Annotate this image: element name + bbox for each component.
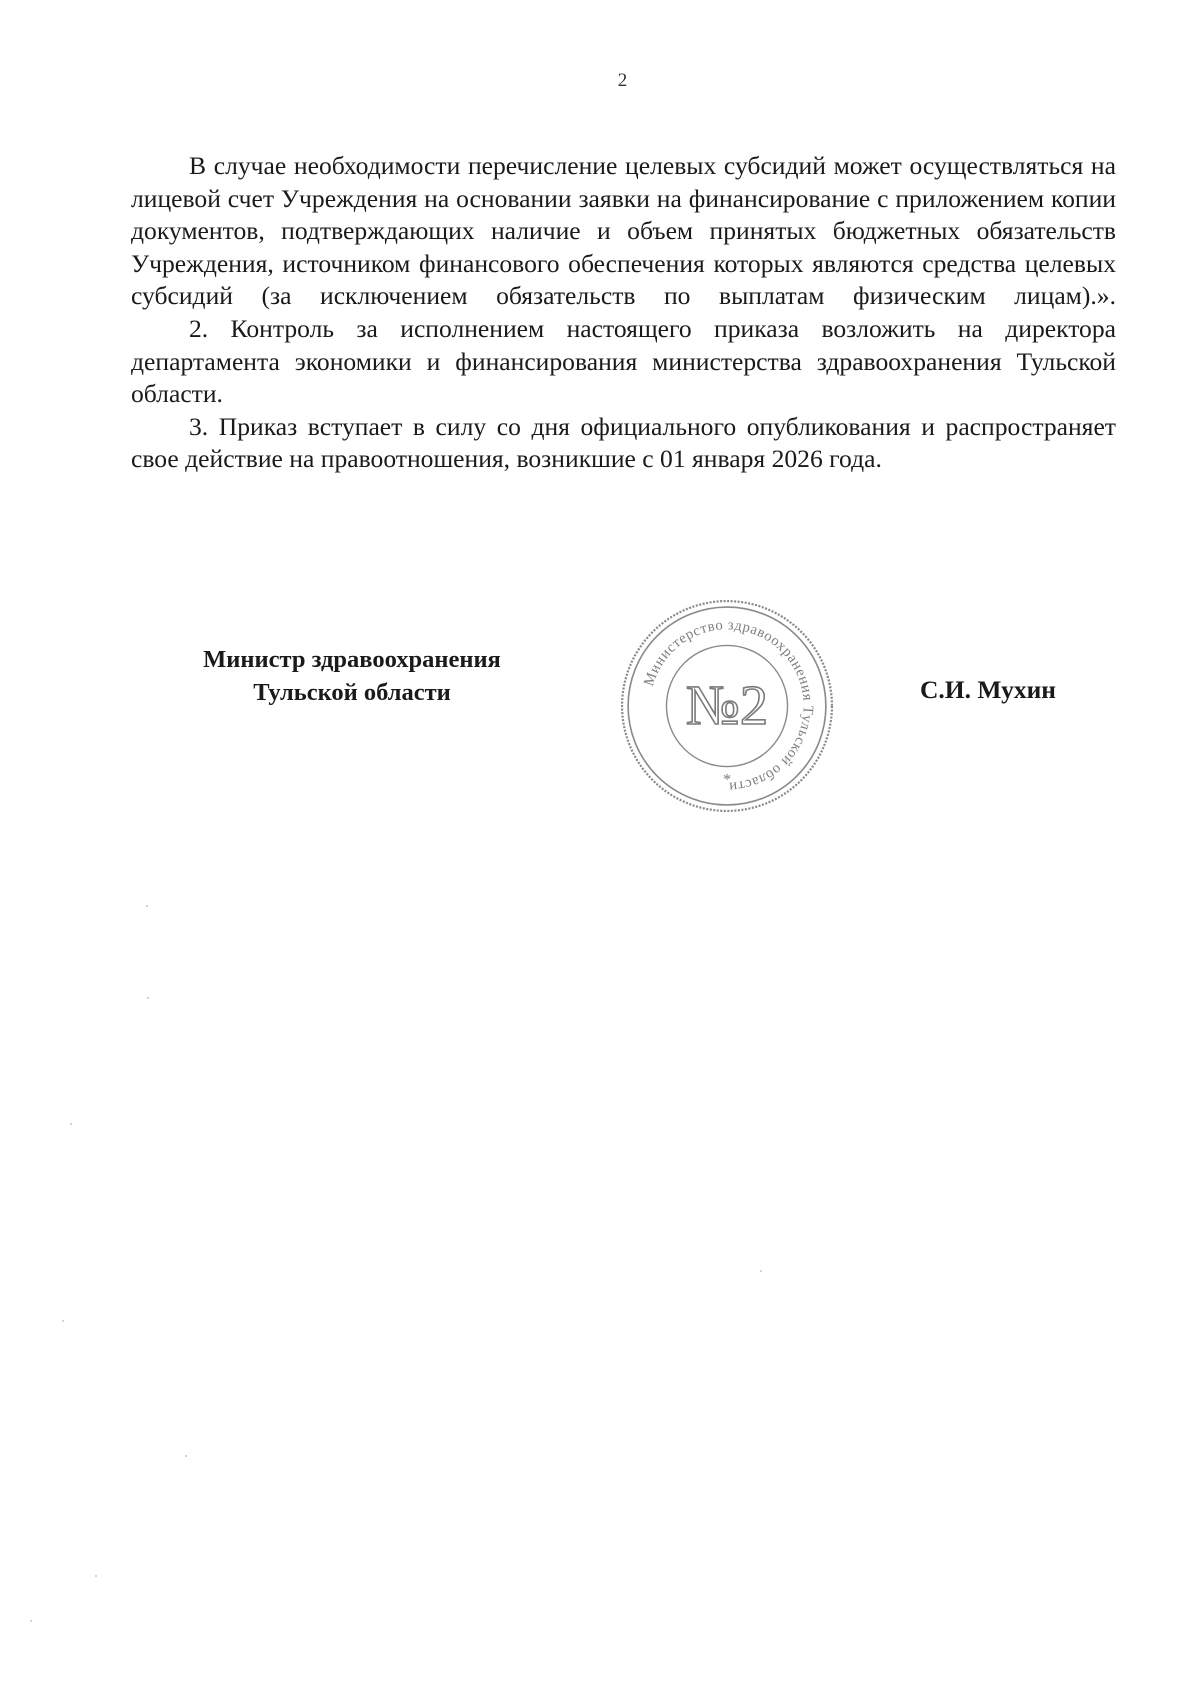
stamp-star: *: [722, 771, 732, 789]
official-stamp: [616, 595, 838, 817]
signatory-position-line1: Министр здравоохранения: [203, 646, 501, 673]
signatory-name: С.И. Мухин: [920, 675, 1056, 704]
stamp-number: №2: [685, 675, 769, 738]
signatory-position-line2: Тульской области: [253, 679, 451, 706]
paragraph-subsidy-transfer: В случае необходимости перечисление целевых субсидий может осуществляться на лицевой счет Учреждения на основании заявки на финансирование с приложением копии документов, подтверждающих наличие и объем принятых бюджетных обязательств Учреждения, источником финансового обеспечения которых являются средства целевых субсидий (за исключением обязательств по выплатам физическим лицам).».: [131, 151, 1116, 311]
document-body: [131, 150, 1116, 476]
stamp-ring-text: Министерство здравоохранения Тульской области: [641, 617, 816, 795]
signatory-position: [162, 643, 542, 709]
paragraph-control: 2. Контроль за исполнением настоящего приказа возложить на директора департамента экономики и финансирования министерства здравоохранения Тульской области.: [131, 313, 1116, 409]
page-number: 2: [617, 70, 628, 91]
paragraph-effective-date: 3. Приказ вступает в силу со дня официального опубликования и распространяет свое действие на правоотношения, возникшие с 01 января 2026 года.: [131, 411, 1116, 474]
